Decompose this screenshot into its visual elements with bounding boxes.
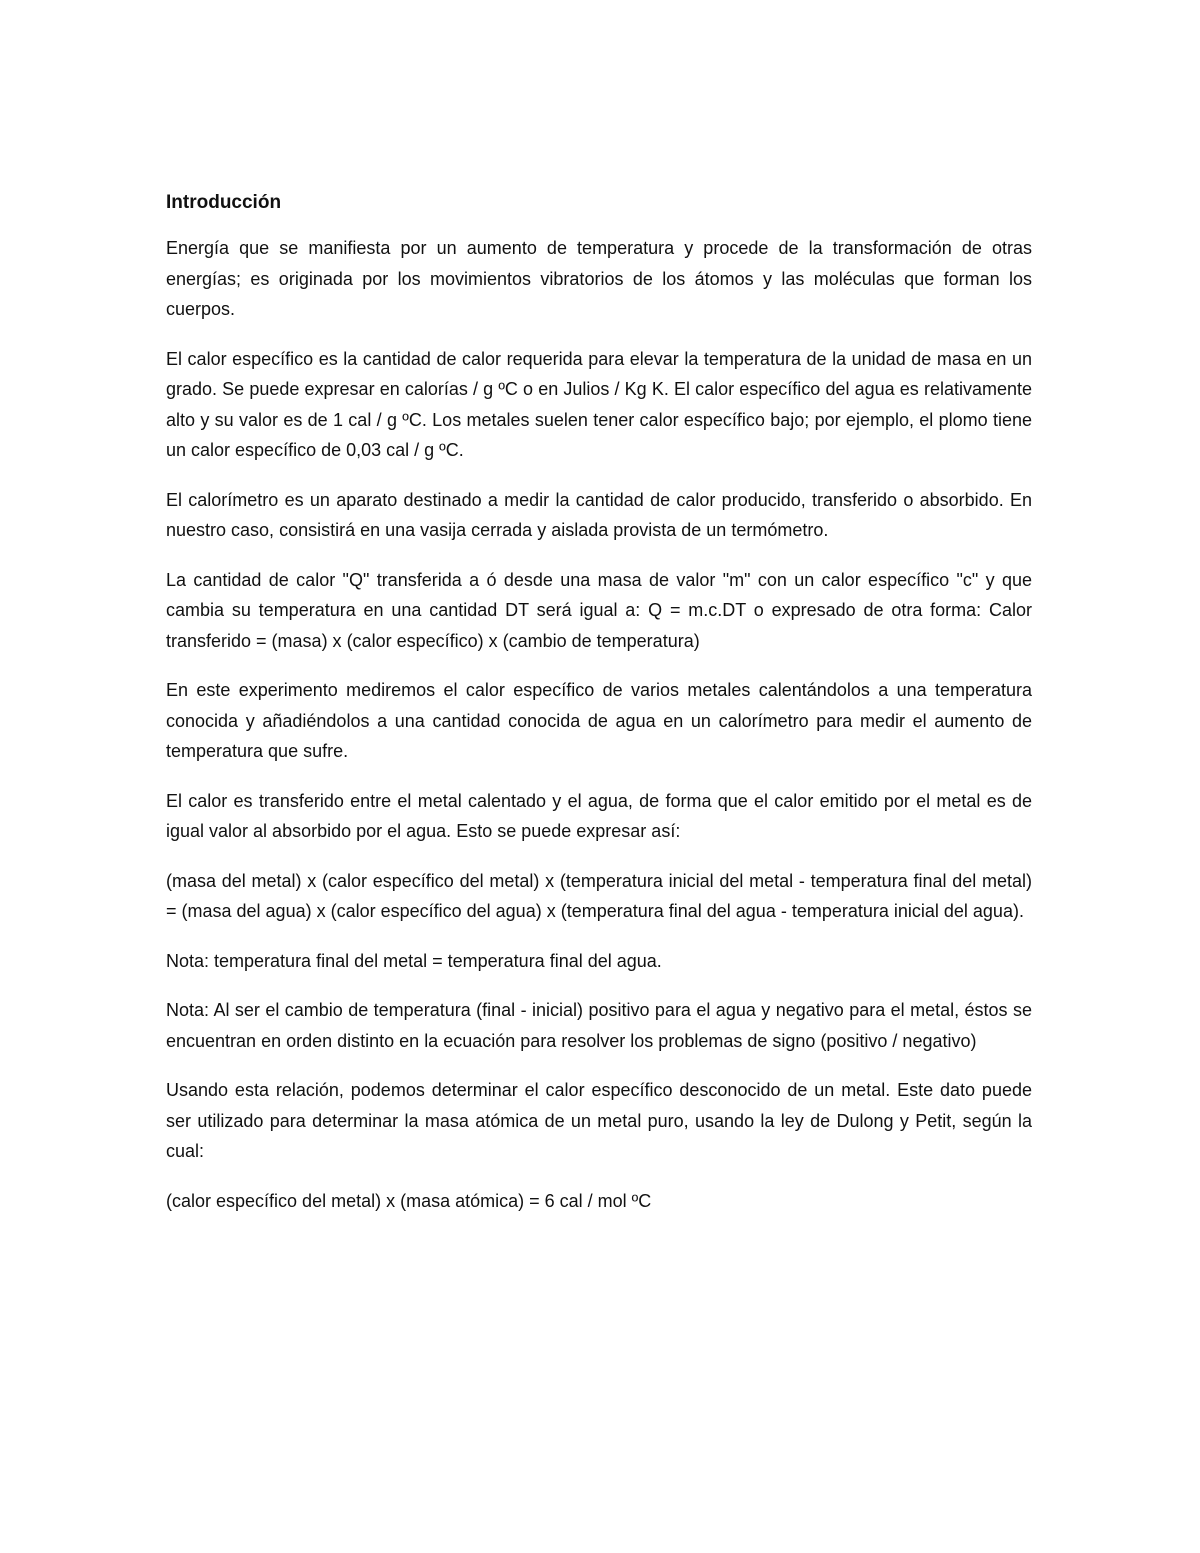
- paragraph-calorimeter: El calorímetro es un aparato destinado a medir la cantidad de calor producido, transferido o absorbido. En nuestro caso, consistirá en una vasija cerrada y aislada provista de un termómetro.: [166, 489, 1032, 540]
- paragraph-specific-heat: El calor específico es la cantidad de calor requerida para elevar la temperatura de la unidad de masa en un grado. Se puede expresar en calorías / g ºC o en Julios / Kg K. El calor específico del agua es relativamente alto y su valor es de 1 cal / g ºC. Los metales suelen tener calor específico bajo; por ejemplo, el plomo tiene un calor específico de 0,03 cal / g ºC.: [166, 348, 1032, 460]
- document-page: [166, 188, 1032, 1235]
- paragraph-heat-definition: Energía que se manifiesta por un aumento de temperatura y procede de la transformación de otras energías; es originada por los movimientos vibratorios de los átomos y las moléculas que forman los cuerpos.: [166, 238, 1032, 319]
- paragraph-equation: (masa del metal) x (calor específico del metal) x (temperatura inicial del metal - temperatura final del metal) = (masa del agua) x (calor específico del agua) x (temperatura final del agua - temperatura inicial del agua).: [166, 870, 1032, 921]
- paragraph-note-1: Nota: temperatura final del metal = temperatura final del agua.: [166, 950, 662, 971]
- paragraph-experiment: En este experimento mediremos el calor específico de varios metales calentándolos a una temperatura conocida y añadiéndolos a una cantidad conocida de agua en un calorímetro para medir el aumento de temperatura que sufre.: [166, 680, 1032, 761]
- paragraph-atomic-mass-formula: (calor específico del metal) x (masa atómica) = 6 cal / mol ºC: [166, 1190, 652, 1211]
- paragraph-heat-transfer: El calor es transferido entre el metal calentado y el agua, de forma que el calor emitido por el metal es de igual valor al absorbido por el agua. Esto se puede expresar así:: [166, 790, 1032, 841]
- paragraph-note-2: Nota: Al ser el cambio de temperatura (final - inicial) positivo para el agua y negativo para el metal, éstos se encuentran en orden distinto en la ecuación para resolver los problemas de signo (positivo / negativo): [166, 1000, 1032, 1051]
- paragraph-dulong-petit: Usando esta relación, podemos determinar el calor específico desconocido de un metal. Este dato puede ser utilizado para determinar la masa atómica de un metal puro, usando la ley de Dulong y Petit, según la cual:: [166, 1080, 1032, 1161]
- section-title: Introducción: [166, 192, 282, 213]
- paragraph-heat-formula: La cantidad de calor "Q" transferida a ó desde una masa de valor "m" con un calor específico "c" y que cambia su temperatura en una cantidad DT será igual a: Q = m.c.DT o expresado de otra forma: Calor transferido = (masa) x (calor específico) x (cambio de temperatura): [166, 569, 1032, 651]
